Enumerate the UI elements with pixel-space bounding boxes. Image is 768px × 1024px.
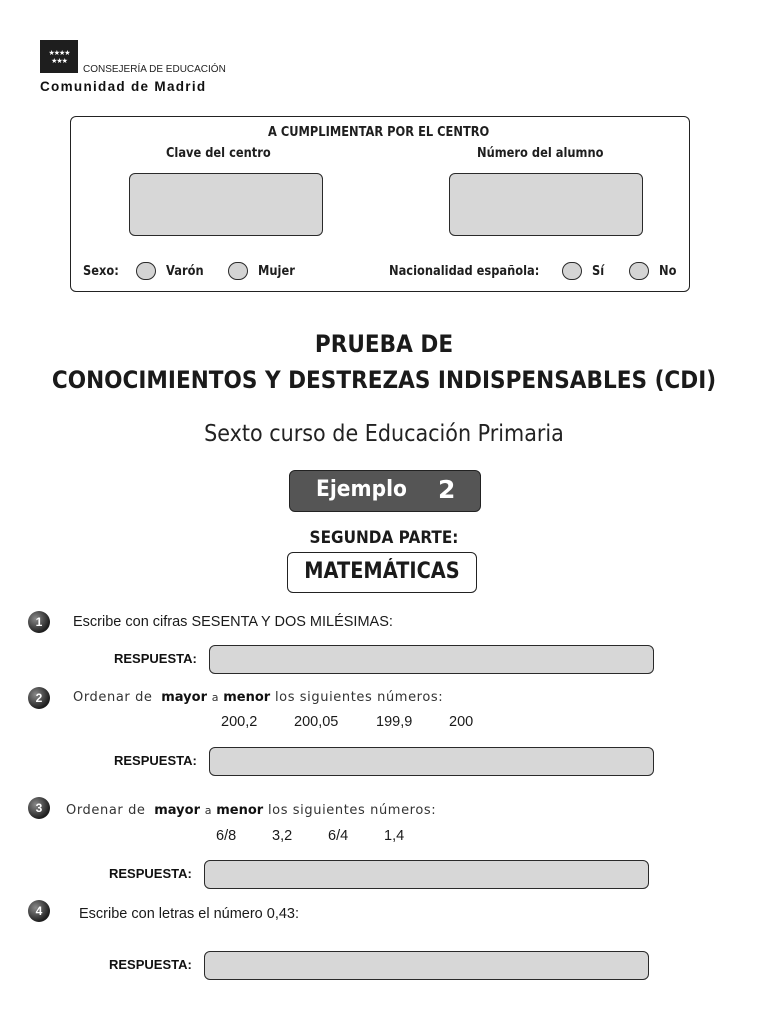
question-1-answer-label: RESPUESTA:: [114, 651, 197, 666]
ejemplo-label: Ejemplo: [316, 477, 407, 502]
mujer-radio[interactable]: [228, 262, 248, 280]
no-radio[interactable]: [629, 262, 649, 280]
question-3-mayor: mayor: [154, 803, 201, 818]
form-heading: A CUMPLIMENTAR POR EL CENTRO: [268, 125, 490, 140]
question-2-answer-label: RESPUESTA:: [114, 753, 197, 768]
varon-radio[interactable]: [136, 262, 156, 280]
title-line1: PRUEBA DE: [314, 330, 454, 358]
comunidad-label: Comunidad de Madrid: [40, 79, 207, 94]
question-3-value: 6/4: [328, 828, 349, 844]
question-3-number-icon: 3: [28, 797, 50, 819]
title-line2: CONOCIMIENTOS Y DESTREZAS INDISPENSABLES (CDI): [51, 366, 717, 394]
question-2-answer-field[interactable]: [209, 747, 654, 776]
clave-centro-field[interactable]: [129, 173, 323, 236]
numero-alumno-label: Número del alumno: [477, 146, 604, 161]
consejeria-label: CONSEJERÍA DE EDUCACIÓN: [83, 64, 226, 75]
question-2-text: [73, 690, 443, 705]
materia-label: MATEMÁTICAS: [304, 559, 460, 584]
question-3-value: 6/8: [216, 828, 237, 844]
question-2-menor: menor: [223, 690, 271, 705]
no-label: No: [659, 264, 677, 279]
question-2-number-icon: 2: [28, 687, 50, 709]
question-1-text: Escribe con cifras SESENTA Y DOS MILÉSIMAS:: [73, 614, 393, 630]
segunda-parte-label: SEGUNDA PARTE:: [309, 528, 459, 548]
varon-label: Varón: [166, 264, 204, 279]
question-3-answer-label: RESPUESTA:: [109, 866, 192, 881]
question-3-menor: menor: [216, 803, 264, 818]
logo-stars-icon: ★★★★ ★★★: [48, 49, 70, 65]
mujer-label: Mujer: [258, 264, 295, 279]
ejemplo-badge: [289, 470, 481, 512]
question-2-mayor: mayor: [161, 690, 208, 705]
question-3-value: 3,2: [272, 828, 293, 844]
clave-centro-label: Clave del centro: [166, 146, 271, 161]
question-1-number-icon: 1: [28, 611, 50, 633]
question-4-text: Escribe con letras el número 0,43:: [79, 906, 300, 922]
numero-alumno-field[interactable]: [449, 173, 643, 236]
question-4-answer-field[interactable]: [204, 951, 649, 980]
question-3-value: 1,4: [384, 828, 405, 844]
question-3-prefix: Ordenar de: [66, 803, 146, 818]
question-2-prefix: Ordenar de: [73, 690, 153, 705]
question-2-value: 200,2: [221, 714, 258, 730]
question-2-a: a: [211, 691, 219, 704]
materia-box: [287, 552, 477, 593]
question-2-suffix: los siguientes números:: [274, 690, 444, 705]
question-2-value: 200: [449, 714, 474, 730]
question-3-a: a: [204, 804, 212, 817]
question-3-suffix: los siguientes números:: [267, 803, 437, 818]
si-label: Sí: [592, 264, 605, 279]
question-4-answer-label: RESPUESTA:: [109, 957, 192, 972]
sexo-label: Sexo:: [83, 264, 119, 279]
question-2-value: 200,05: [294, 714, 339, 730]
question-4-number-icon: 4: [28, 900, 50, 922]
question-3-text: [66, 803, 436, 818]
question-3-answer-field[interactable]: [204, 860, 649, 889]
question-1-answer-field[interactable]: [209, 645, 654, 674]
question-2-value: 199,9: [376, 714, 413, 730]
si-radio[interactable]: [562, 262, 582, 280]
subtitle: Sexto curso de Educación Primaria: [204, 421, 564, 447]
nacionalidad-label: Nacionalidad española:: [389, 264, 540, 279]
ejemplo-number: 2: [438, 475, 456, 504]
